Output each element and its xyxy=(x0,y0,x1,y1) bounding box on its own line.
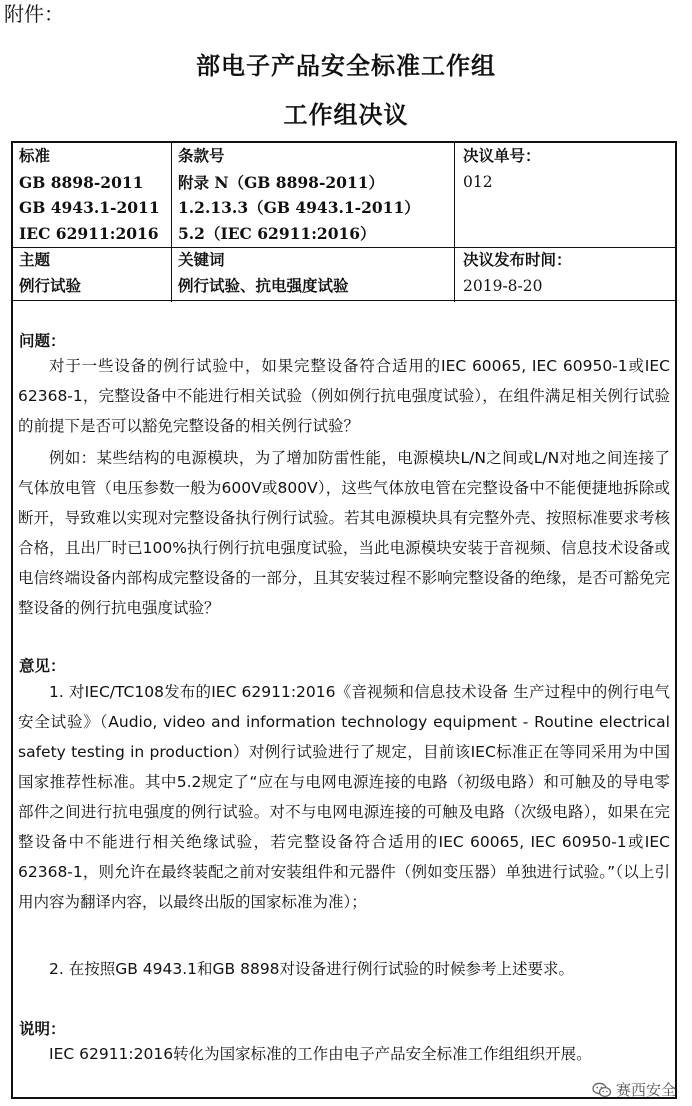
subject-value: 例行试验 xyxy=(19,276,82,295)
resolution-no-cell xyxy=(463,144,541,195)
publish-date-label: 决议发布时间： xyxy=(463,251,572,269)
clause-value: 5.2（IEC 62911:2016） xyxy=(178,223,376,243)
standard-value: GB 4943.1-2011 xyxy=(19,198,160,218)
attachment-label: 附件： xyxy=(4,2,64,26)
publish-date-value: 2019-8-20 xyxy=(463,276,543,295)
standard-value: GB 8898-2011 xyxy=(19,172,144,192)
keywords-value: 例行试验、抗电强度试验 xyxy=(178,276,349,295)
standard-cell xyxy=(19,144,160,246)
keywords-cell xyxy=(178,248,349,299)
clause-value: 附录 N（GB 8898-2011） xyxy=(178,172,385,192)
opinion-paragraph: 2. 在按照GB 4943.1和GB 8898对设备进行例行试验的时候参考上述要求。 xyxy=(49,960,575,978)
clause-cell xyxy=(178,144,420,246)
document-subtitle: 工作组决议 xyxy=(283,101,409,129)
question-example-paragraph: 例如：某些结构的电源模块，为了增加防雷性能，电源模块L/N之间或L/N对地之间连接了气体放电管（电压参数一般为600V或800V），这些气体放电管在完整设备中不能便捷地拆除或断开，导致难以实现对完整设备执行例行试验。若其电源模块具有完整外壳、按照标准要求考核合格，且出厂时已100%执行例行抗电强度试验，当此电源模块安装于音视频、信息技术设备或电信终端设备内部构成完整设备的一部分，且其安装过程不影响完整设备的绝缘，是否可豁免完整设备的例行抗电强度试验？ xyxy=(18,449,670,617)
publish-date-cell xyxy=(463,248,572,299)
opinion-heading: 意见： xyxy=(19,657,66,675)
clause-value: 1.2.13.3（GB 4943.1-2011） xyxy=(178,198,420,218)
keywords-label: 关键词 xyxy=(178,251,225,269)
table-divider xyxy=(13,300,675,301)
watermark-text: 赛西安全 xyxy=(615,1081,676,1099)
table-divider xyxy=(171,143,172,302)
wechat-icon xyxy=(592,1082,612,1098)
watermark xyxy=(592,1079,676,1100)
note-paragraph: IEC 62911:2016转化为国家标准的工作由电子产品安全标准工作组组织开展。 xyxy=(49,1045,592,1063)
resolution-form xyxy=(11,141,677,1099)
note-heading: 说明： xyxy=(19,1020,66,1038)
clause-label: 条款号 xyxy=(178,147,225,165)
resolution-no-value: 012 xyxy=(463,172,493,191)
opinion-paragraph: 1. 对IEC/TC108发布的IEC 62911:2016《音视频和信息技术设备 生产过程中的例行电气安全试验》（Audio, video and information technology equipment - Routine electrical safety testing in production）对例行试验进行了规定，目前该IEC标准正在等同采用为中国国家推荐性标准。其中5.2规定了“应在与电网电源连接的电路（初级电路）和可触及的导电零部件之间进行抗电强度的例行试验。对不与电网电源连接的可触及电路（次级电路），如果在完整设备中不能进行相关绝缘试验，若完整设备符合适用的IEC 60065, IEC 60950-1或IEC 62368-1，则允许在最终装配之前对安装组件和元器件（例如变压器）单独进行试验。”（以上引用内容为翻译内容，以最终出版的国家标准为准）； xyxy=(18,683,670,911)
table-divider xyxy=(454,143,455,302)
standard-label: 标准 xyxy=(19,147,51,165)
subject-label: 主题 xyxy=(19,251,51,269)
standard-value: IEC 62911:2016 xyxy=(19,223,159,243)
document-title: 部电子产品安全标准工作组 xyxy=(196,52,496,80)
question-paragraph: 对于一些设备的例行试验中，如果完整设备符合适用的IEC 60065, IEC 60950-1或IEC 62368-1，完整设备中不能进行相关试验（例如例行抗电强度试验），在组件满足相关例行试验的前提下是否可以豁免完整设备的相关例行试验？ xyxy=(18,357,670,435)
question-heading: 问题： xyxy=(19,332,66,350)
subject-cell xyxy=(19,248,81,299)
resolution-no-label: 决议单号： xyxy=(463,147,541,165)
